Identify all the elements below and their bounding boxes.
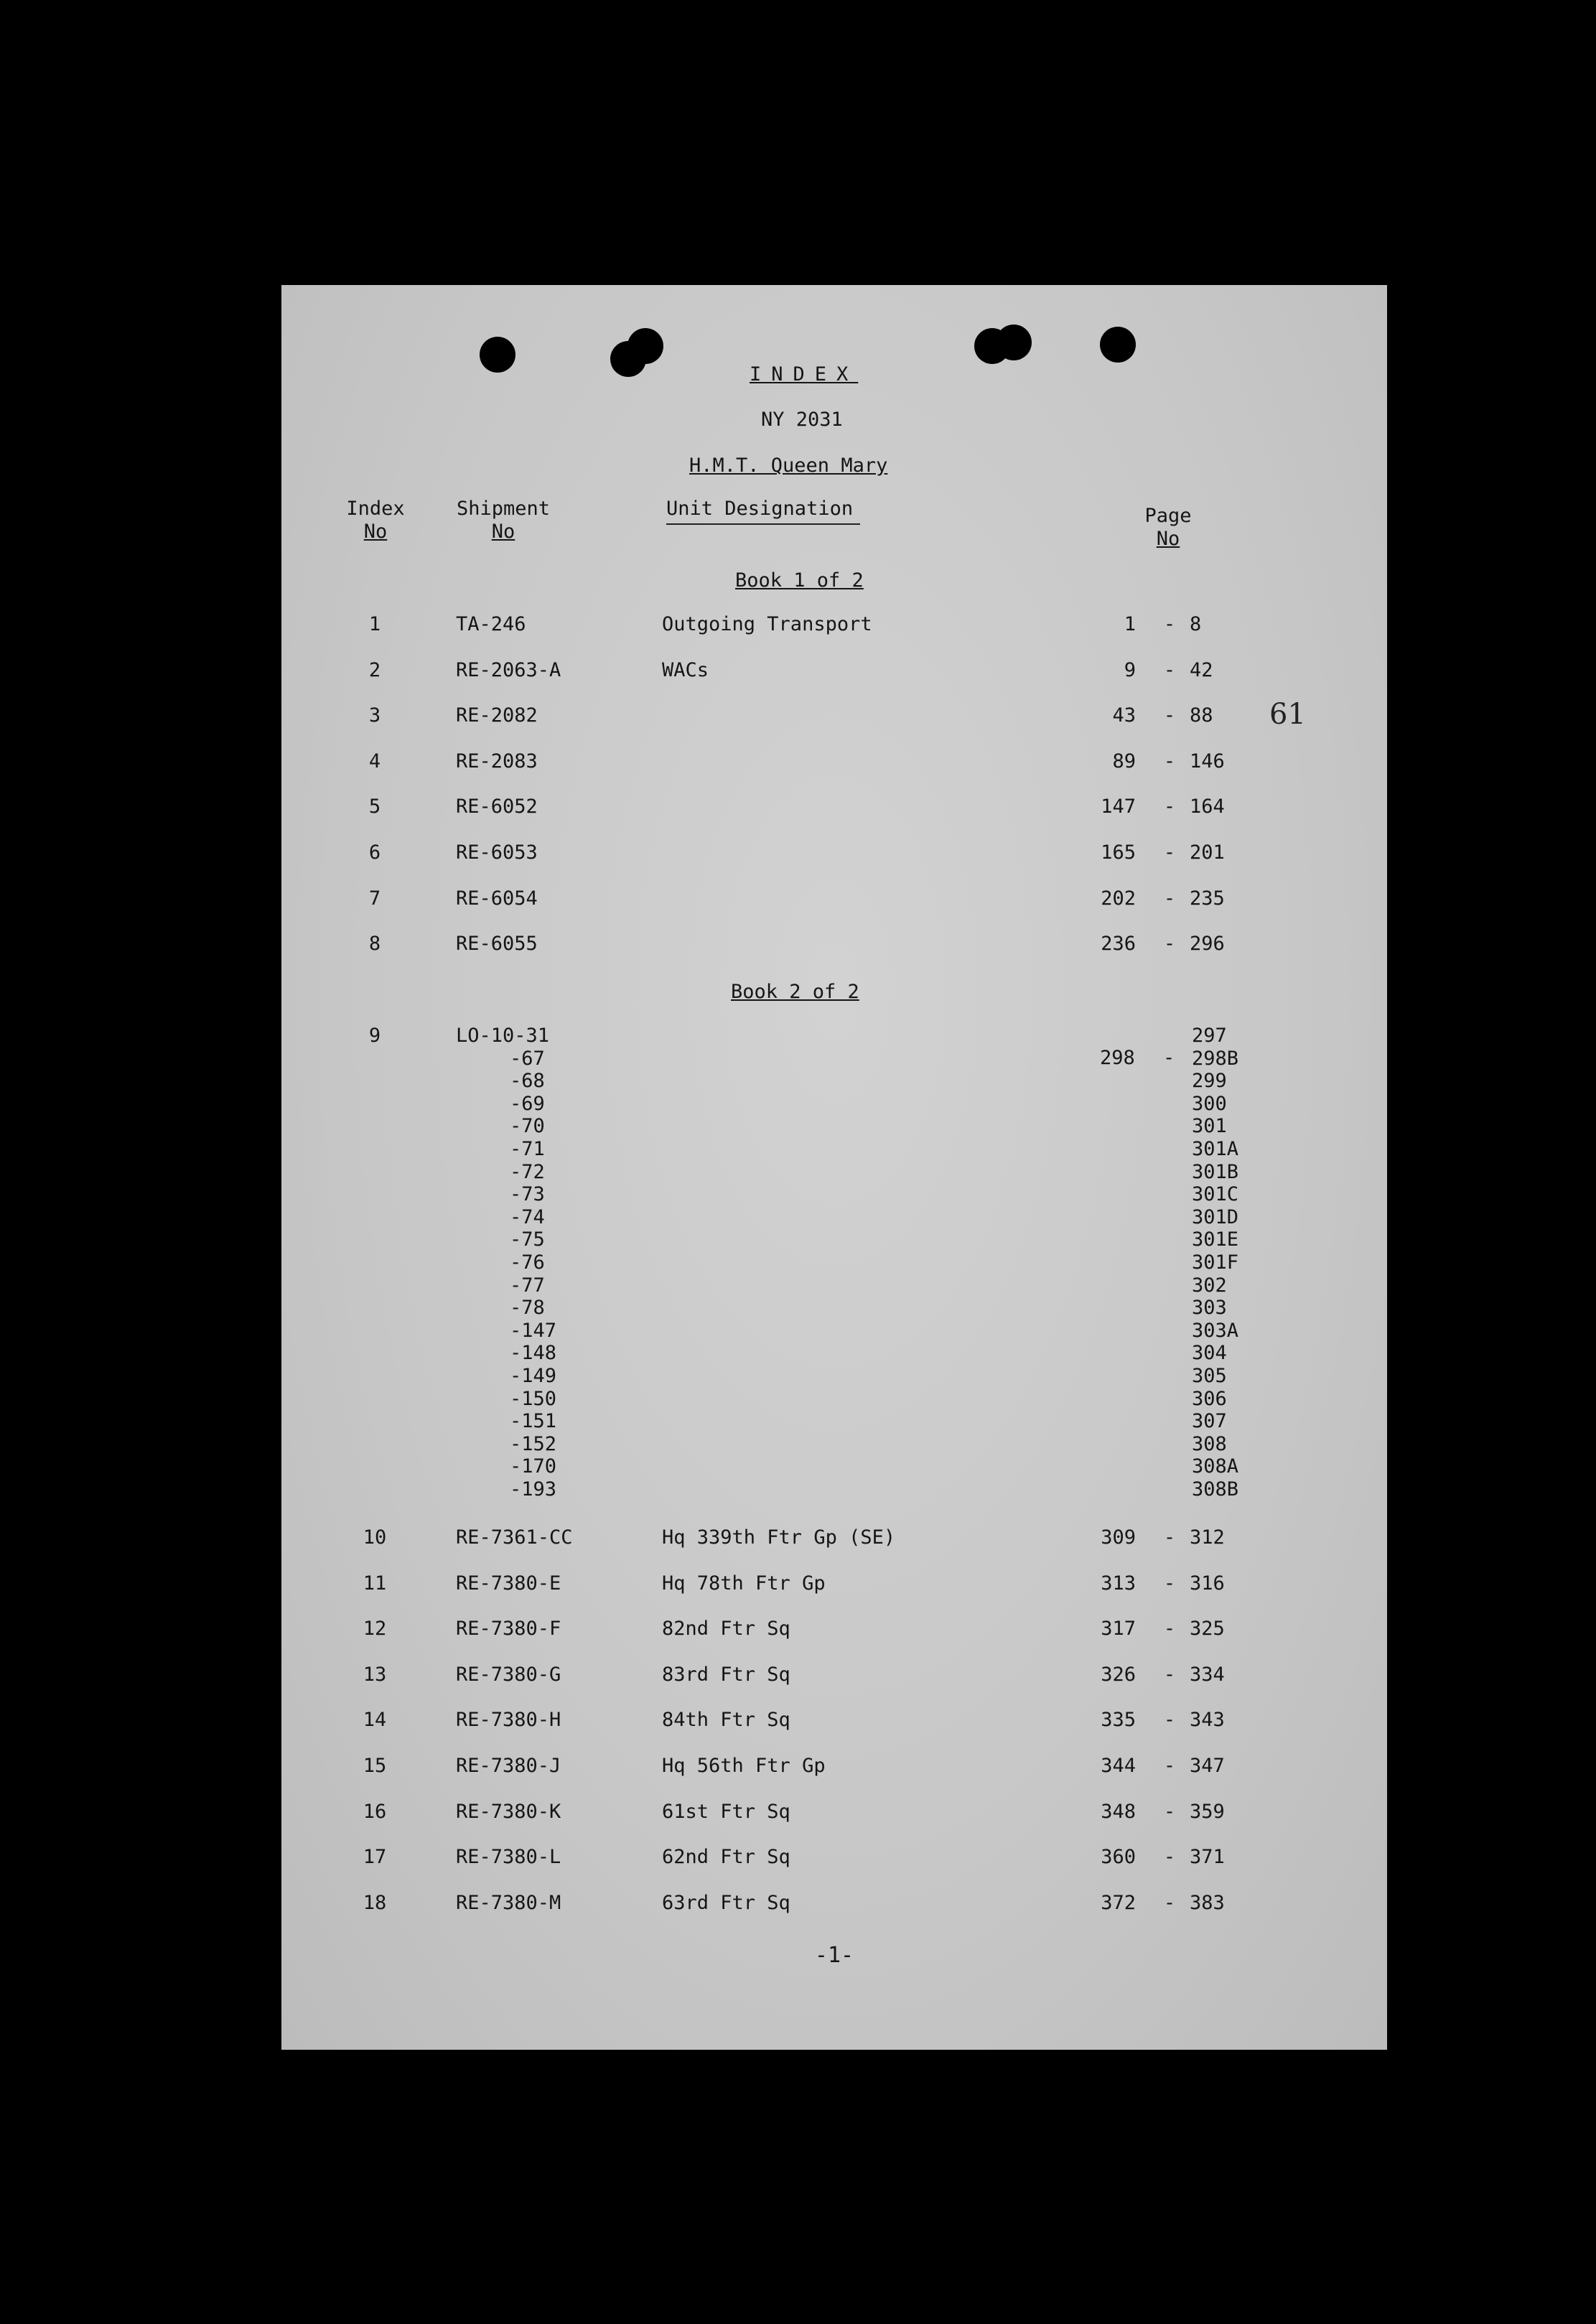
shipment-subitem: -147 <box>510 1319 557 1342</box>
shipment-cell: RE-2083 <box>456 750 538 773</box>
table-row <box>281 1617 1387 1641</box>
table-row <box>281 887 1387 911</box>
page-subitem: 304 <box>1192 1342 1227 1365</box>
shipment-subitem: -70 <box>510 1115 545 1138</box>
page-dash: - <box>1163 933 1176 956</box>
page-subitem: 302 <box>1192 1274 1227 1297</box>
shipment-cell: RE-2063-A <box>456 658 561 681</box>
table-row <box>281 658 1387 683</box>
document-subtitle: NY 2031 <box>761 409 843 431</box>
table-row <box>281 932 1387 956</box>
page-to-cell: 296 <box>1190 933 1225 956</box>
page-from-cell: 348 <box>1101 1800 1136 1823</box>
shipment-cell: RE-7380-L <box>456 1846 561 1869</box>
row9-from: 298 <box>1100 1047 1135 1069</box>
shipment-cell: RE-6053 <box>456 841 538 864</box>
page-dash: - <box>1163 750 1176 773</box>
page-to-cell: 42 <box>1190 658 1213 681</box>
table-row <box>281 612 1387 637</box>
shipment-subitem: -78 <box>510 1297 545 1320</box>
table-row <box>281 1708 1387 1732</box>
page-from-cell: 89 <box>1112 750 1136 773</box>
shipment-subitem: -75 <box>510 1228 545 1251</box>
unit-cell: 82nd Ftr Sq <box>662 1618 790 1641</box>
shipment-subitem: -193 <box>510 1478 557 1501</box>
page-dash: - <box>1163 1572 1176 1595</box>
index-cell: 8 <box>368 933 381 956</box>
page-to-cell: 312 <box>1190 1526 1225 1549</box>
table-row <box>281 1754 1387 1778</box>
shipment-subitem: -69 <box>510 1092 545 1115</box>
page-subitem: 308B <box>1192 1478 1239 1501</box>
shipment-cell: RE-7380-M <box>456 1891 561 1914</box>
page-dash: - <box>1163 841 1176 864</box>
page-to-cell: 371 <box>1190 1846 1225 1869</box>
shipment-subitem: -151 <box>510 1410 557 1433</box>
page-subitem: 305 <box>1192 1365 1227 1387</box>
header-unit: Unit Designation <box>666 498 860 525</box>
page-subitem: 301E <box>1192 1228 1239 1251</box>
page-from-cell: 344 <box>1101 1755 1136 1777</box>
shipment-subitem: -73 <box>510 1183 545 1206</box>
ship-name: H.M.T. Queen Mary <box>689 454 888 477</box>
page-to-cell: 325 <box>1190 1618 1225 1641</box>
page-dash: - <box>1163 887 1176 910</box>
shipment-cell: RE-6054 <box>456 887 538 910</box>
index-cell: 13 <box>363 1663 387 1686</box>
page-subitem: 308A <box>1192 1455 1239 1478</box>
page-subitem: 301C <box>1192 1183 1239 1206</box>
page-from-cell: 202 <box>1101 887 1136 910</box>
page-from-cell: 309 <box>1101 1526 1136 1549</box>
index-cell: 18 <box>363 1891 387 1914</box>
unit-cell: WACs <box>662 658 709 681</box>
unit-cell: 61st Ftr Sq <box>662 1800 790 1823</box>
unit-cell: 63rd Ftr Sq <box>662 1891 790 1914</box>
table-row <box>281 750 1387 774</box>
page-dash: - <box>1163 1618 1176 1641</box>
unit-cell: 84th Ftr Sq <box>662 1709 790 1732</box>
page-subitem: 300 <box>1192 1092 1227 1115</box>
page-to-cell: 146 <box>1190 750 1225 773</box>
page-subitem: 301A <box>1192 1138 1239 1160</box>
book1-label: Book 1 of 2 <box>735 569 864 592</box>
page-subitem: 301 <box>1192 1115 1227 1138</box>
row9-dash: - <box>1163 1047 1175 1069</box>
unit-cell: Hq 78th Ftr Gp <box>662 1572 826 1595</box>
index-cell: 4 <box>368 750 381 773</box>
index-cell: 16 <box>363 1800 387 1823</box>
shipment-cell: RE-2082 <box>456 704 538 727</box>
page-dash: - <box>1163 795 1176 818</box>
table-row <box>281 795 1387 819</box>
book2-label: Book 2 of 2 <box>731 981 859 1003</box>
header-shipment: Shipment No <box>456 498 551 543</box>
page-to-cell: 235 <box>1190 887 1225 910</box>
table-row <box>281 1800 1387 1824</box>
table-row <box>281 1526 1387 1550</box>
page-to-cell: 359 <box>1190 1800 1225 1823</box>
table-row <box>281 841 1387 865</box>
document-page <box>281 285 1387 2050</box>
shipment-cell: RE-6055 <box>456 933 538 956</box>
shipment-cell: RE-7380-F <box>456 1618 561 1641</box>
page-subitem: 298B <box>1192 1047 1239 1070</box>
page-subitem: 303 <box>1192 1297 1227 1320</box>
page-from-cell: 326 <box>1101 1663 1136 1686</box>
shipment-subitem: -149 <box>510 1365 557 1387</box>
unit-cell: Hq 56th Ftr Gp <box>662 1755 826 1777</box>
page-from-cell: 1 <box>1124 613 1136 635</box>
table-row <box>281 704 1387 728</box>
table-row <box>281 1891 1387 1915</box>
page-subitem: 306 <box>1192 1387 1227 1410</box>
page-dash: - <box>1163 1800 1176 1823</box>
table-row <box>281 1845 1387 1870</box>
page-to-cell: 343 <box>1190 1709 1225 1732</box>
page-subitem: 301F <box>1192 1251 1239 1274</box>
page-dash: - <box>1163 1709 1176 1732</box>
index-cell: 7 <box>368 887 381 910</box>
page-from-cell: 9 <box>1124 658 1136 681</box>
shipment-subitem: -68 <box>510 1070 545 1093</box>
index-cell: 10 <box>363 1526 387 1549</box>
table-row <box>281 1663 1387 1687</box>
unit-cell: 62nd Ftr Sq <box>662 1846 790 1869</box>
page-to-cell: 201 <box>1190 841 1225 864</box>
shipment-subitem: -170 <box>510 1455 557 1478</box>
page-to-cell: 88 <box>1190 704 1213 727</box>
shipment-subitem: -67 <box>510 1047 545 1070</box>
page-dash: - <box>1163 1891 1176 1914</box>
header-page: Page No <box>1144 505 1192 550</box>
page-dash: - <box>1163 1526 1176 1549</box>
shipment-subitem: -152 <box>510 1432 557 1455</box>
shipment-subitem: -150 <box>510 1387 557 1410</box>
page-subitem: 297 <box>1192 1025 1227 1047</box>
index-cell: 12 <box>363 1618 387 1641</box>
punch-hole <box>627 328 663 364</box>
page-dash: - <box>1163 658 1176 681</box>
shipment-cell: RE-7380-G <box>456 1663 561 1686</box>
document-title: INDEX <box>750 363 859 386</box>
page-to-cell: 334 <box>1190 1663 1225 1686</box>
punch-hole <box>996 325 1032 360</box>
page-dash: - <box>1163 704 1176 727</box>
page-subitem: 307 <box>1192 1410 1227 1433</box>
page-subitem: 299 <box>1192 1070 1227 1093</box>
page-dash: - <box>1163 1755 1176 1777</box>
page-from-cell: 313 <box>1101 1572 1136 1595</box>
page-from-cell: 335 <box>1101 1709 1136 1732</box>
page-from-cell: 372 <box>1101 1891 1136 1914</box>
index-cell: 1 <box>368 613 381 635</box>
page-to-cell: 316 <box>1190 1572 1225 1595</box>
shipment-subitem: -76 <box>510 1251 545 1274</box>
page-from-cell: 165 <box>1101 841 1136 864</box>
shipment-cell: RE-7380-J <box>456 1755 561 1777</box>
page-dash: - <box>1163 1663 1176 1686</box>
table-row <box>281 1572 1387 1596</box>
shipment-subitem: -77 <box>510 1274 545 1297</box>
page-subitem: 308 <box>1192 1432 1227 1455</box>
shipment-cell: RE-7380-H <box>456 1709 561 1732</box>
index-cell: 14 <box>363 1709 387 1732</box>
shipment-subitem: -74 <box>510 1205 545 1228</box>
index-cell: 2 <box>368 658 381 681</box>
shipment-cell: TA-246 <box>456 613 526 635</box>
margin-number: 61 <box>1269 698 1306 731</box>
unit-cell: Outgoing Transport <box>662 613 872 635</box>
page-from-cell: 147 <box>1101 795 1136 818</box>
index-cell: 5 <box>368 795 381 818</box>
page-from-cell: 360 <box>1101 1846 1136 1869</box>
punch-hole <box>1100 327 1136 363</box>
page-to-cell: 8 <box>1190 613 1202 635</box>
shipment-cell: RE-7361-CC <box>456 1526 573 1549</box>
index-cell: 17 <box>363 1846 387 1869</box>
page-from-cell: 317 <box>1101 1618 1136 1641</box>
index-cell: 6 <box>368 841 381 864</box>
header-index: Index No <box>346 498 405 543</box>
page-subitem: 301D <box>1192 1205 1239 1228</box>
unit-cell: Hq 339th Ftr Gp (SE) <box>662 1526 896 1549</box>
page-to-cell: 164 <box>1190 795 1225 818</box>
shipment-subitem: LO-10-31 <box>456 1025 550 1047</box>
page-dash: - <box>1163 1846 1176 1869</box>
index-cell: 3 <box>368 704 381 727</box>
shipment-cell: RE-6052 <box>456 795 538 818</box>
page-subitem: 303A <box>1192 1319 1239 1342</box>
index-cell: 15 <box>363 1755 387 1777</box>
page-subitem: 301B <box>1192 1160 1239 1183</box>
page-from-cell: 43 <box>1112 704 1136 727</box>
index-cell: 9 <box>368 1025 381 1047</box>
shipment-subitem: -72 <box>510 1160 545 1183</box>
unit-cell: 83rd Ftr Sq <box>662 1663 790 1686</box>
punch-hole <box>480 337 515 373</box>
page-number: -1- <box>814 1943 854 1968</box>
shipment-subitem: -71 <box>510 1138 545 1160</box>
page-to-cell: 347 <box>1190 1755 1225 1777</box>
shipment-cell: RE-7380-K <box>456 1800 561 1823</box>
index-cell: 11 <box>363 1572 387 1595</box>
page-dash: - <box>1163 613 1176 635</box>
page-to-cell: 383 <box>1190 1891 1225 1914</box>
shipment-cell: RE-7380-E <box>456 1572 561 1595</box>
shipment-subitem: -148 <box>510 1342 557 1365</box>
page-from-cell: 236 <box>1101 933 1136 956</box>
